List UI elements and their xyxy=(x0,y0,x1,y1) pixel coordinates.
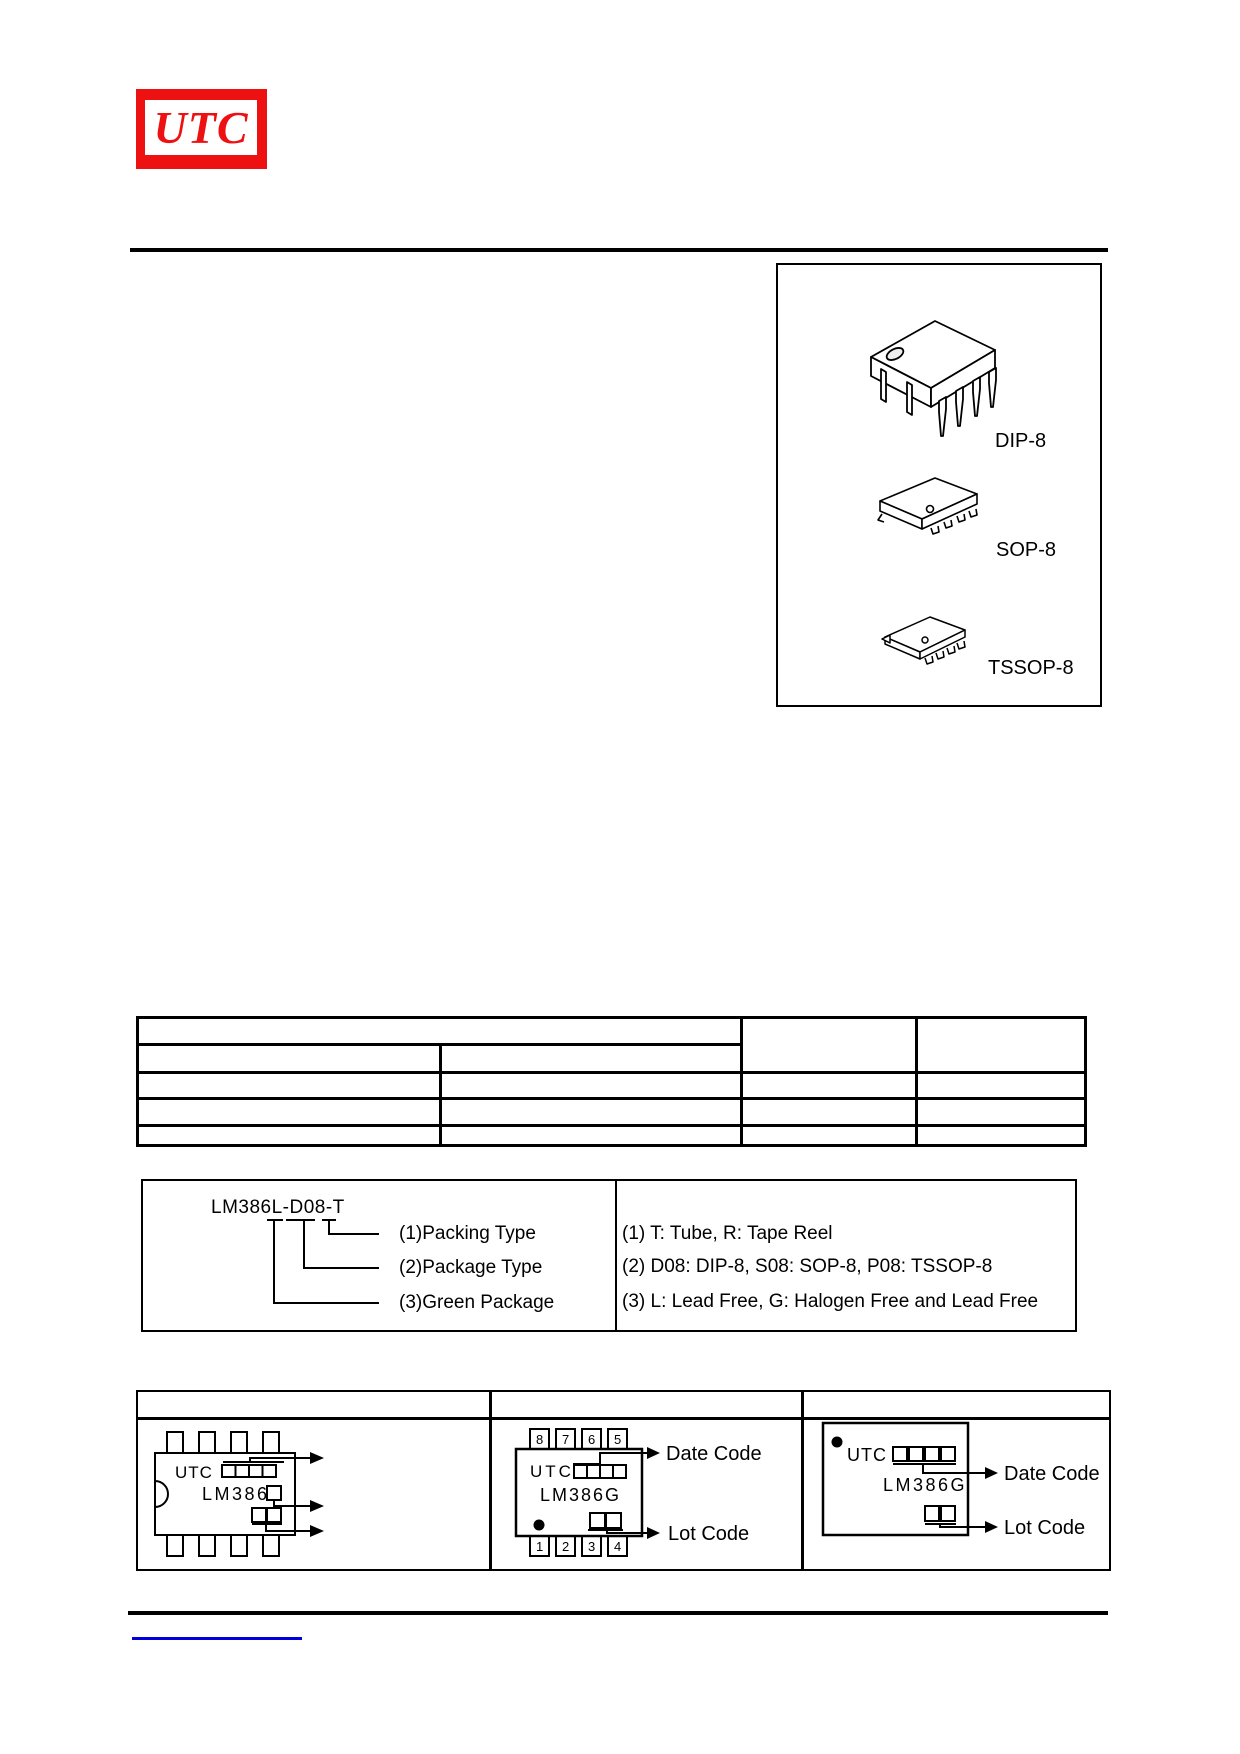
pin-number: 7 xyxy=(562,1432,570,1447)
utc-logo xyxy=(136,89,267,169)
pin-number: 3 xyxy=(588,1539,596,1554)
pin-number: 2 xyxy=(562,1539,570,1554)
lot-code-boxes xyxy=(590,1513,621,1528)
order-info-table xyxy=(136,1016,1087,1147)
ordering-box-divider xyxy=(615,1181,617,1330)
sop-marking-part: LM386G xyxy=(540,1485,622,1505)
footer-link-underline[interactable] xyxy=(132,1637,302,1640)
dip-marking-brand: UTC xyxy=(175,1463,213,1482)
ordering-callout-packing: (1)Packing Type xyxy=(399,1223,536,1244)
package-illustration-box xyxy=(776,263,1102,707)
order-table-line xyxy=(915,1019,918,1144)
pin1-dot xyxy=(832,1437,843,1448)
order-table-line xyxy=(139,1071,1084,1074)
ordering-callout-package: (2)Package Type xyxy=(399,1257,543,1278)
tssop8-package-drawing xyxy=(881,610,973,672)
lot-code-boxes xyxy=(925,1506,955,1521)
date-code-label: Date Code xyxy=(666,1443,762,1465)
tssop-marking-part: LM386G xyxy=(883,1475,968,1495)
date-code-arrow-line xyxy=(600,1453,647,1464)
sop8-marking-diagram xyxy=(487,1415,799,1571)
pin-number: 5 xyxy=(614,1432,622,1447)
date-code-boxes xyxy=(222,1465,276,1477)
sop8-package-drawing xyxy=(876,470,981,542)
ordering-note-green: (3) L: Lead Free, G: Halogen Free and Lead Free xyxy=(622,1291,1039,1312)
order-table-line xyxy=(740,1019,743,1144)
utc-logo-text: UTC xyxy=(153,101,249,153)
utc-logo-inner xyxy=(145,100,257,155)
lot-code-label: Lot Code xyxy=(668,1523,750,1545)
footer-rule xyxy=(128,1611,1108,1615)
arrow-heads xyxy=(985,1467,998,1533)
sop8-label: SOP-8 xyxy=(996,539,1057,561)
tssop8-label: TSSOP-8 xyxy=(988,657,1074,679)
tssop-marking-brand: UTC xyxy=(847,1445,887,1465)
dip8-package-drawing xyxy=(863,305,998,450)
pin-number: 4 xyxy=(614,1539,622,1554)
date-code-boxes xyxy=(893,1447,955,1461)
pin1-dot xyxy=(534,1520,545,1531)
lot-code-label: Lot Code xyxy=(1004,1517,1086,1539)
dip8-marking-diagram xyxy=(136,1415,487,1571)
date-code-label: Date Code xyxy=(1004,1463,1100,1485)
order-table-line xyxy=(439,1043,442,1144)
pin-number: 8 xyxy=(536,1432,544,1447)
ordering-note-package: (2) D08: DIP-8, S08: SOP-8, P08: TSSOP-8 xyxy=(622,1256,993,1277)
lot-code-arrow-line xyxy=(266,1524,310,1531)
sop-marking-brand: UTC xyxy=(530,1462,574,1481)
order-table-line xyxy=(139,1124,1084,1127)
ordering-note-packing: (1) T: Tube, R: Tape Reel xyxy=(622,1223,833,1244)
pin-number: 6 xyxy=(588,1432,596,1447)
dip8-label: DIP-8 xyxy=(995,430,1047,452)
lot-code-boxes xyxy=(252,1508,281,1522)
ordering-legend-box xyxy=(141,1179,1077,1332)
arrow-heads xyxy=(310,1452,324,1537)
date-code-arrow-line xyxy=(923,1464,985,1473)
pin1-notch xyxy=(155,1481,168,1507)
dip-marking-part: LM386 xyxy=(202,1484,270,1504)
pin-number: 1 xyxy=(536,1539,544,1554)
order-table-line xyxy=(139,1097,1084,1100)
header-rule xyxy=(130,248,1108,252)
date-code-boxes xyxy=(574,1465,626,1478)
arrow-heads xyxy=(647,1447,660,1539)
ordering-part-number: LM386L-D08-T xyxy=(211,1197,345,1218)
ordering-callout-green: (3)Green Package xyxy=(399,1292,555,1313)
tssop8-marking-diagram xyxy=(799,1415,1111,1571)
